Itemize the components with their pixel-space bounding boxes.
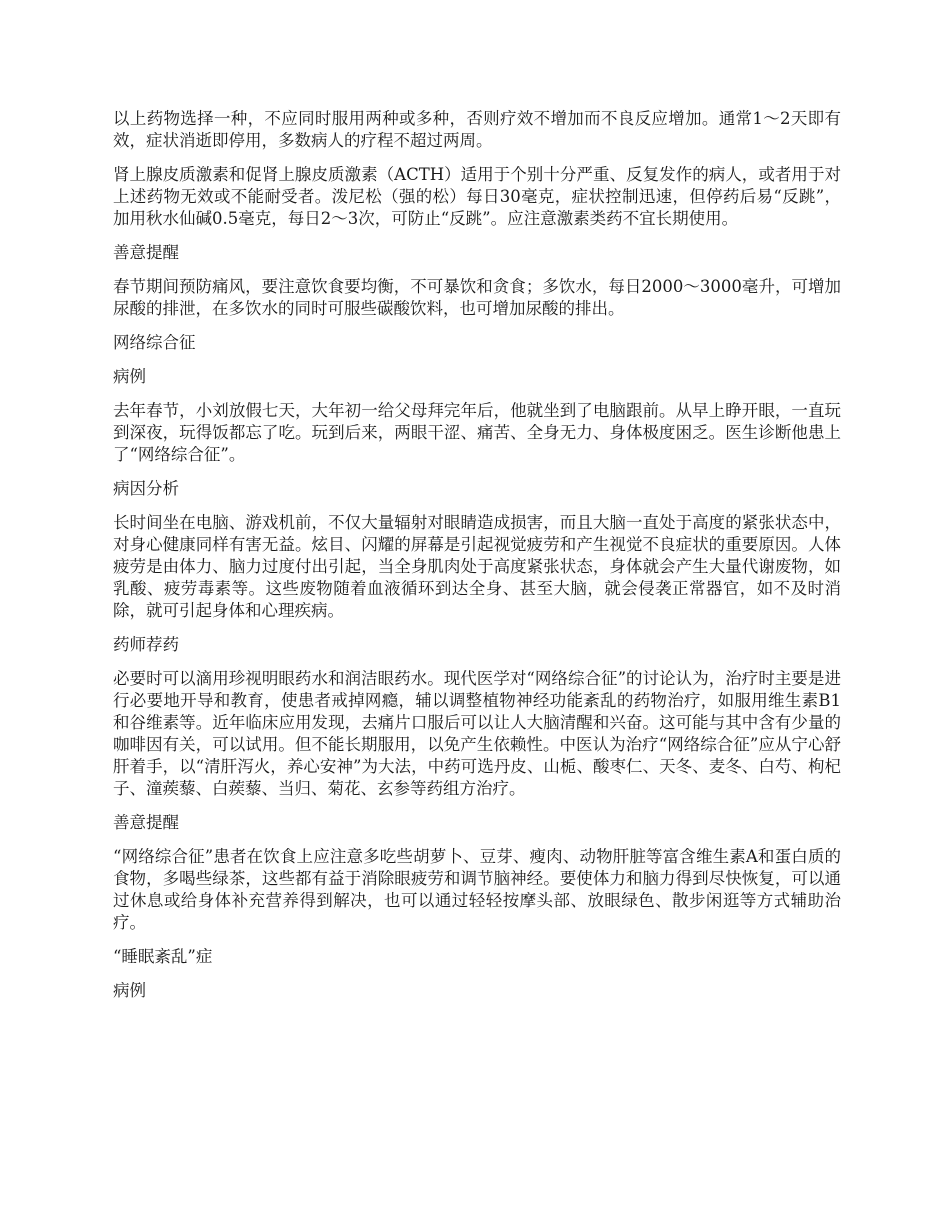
paragraph-drug-choice: 以上药物选择一种，不应同时服用两种或多种，否则疗效不增加而不良反应增加。通常1～2天即有效，症状消逝即停用，多数病人的疗程不超过两周。 xyxy=(113,109,841,150)
heading-internet-syndrome: 网络综合征 xyxy=(113,333,196,352)
heading-case: 病例 xyxy=(113,367,146,386)
paragraph-corticosteroids: 肾上腺皮质激素和促肾上腺皮质激素（ACTH）适用于个别十分严重、反复发作的病人，或者用于对上述药物无效或不能耐受者。泼尼松（强的松）每日30毫克，症状控制迅速，但停药后易“反跳”，加用秋水仙碱0.5毫克，每日2～3次，可防止“反跳”。应注意激素类药不宜长期使用。 xyxy=(113,165,841,228)
heading-pharmacist-recommendation: 药师荐药 xyxy=(113,635,179,654)
heading-cause-analysis: 病因分析 xyxy=(113,479,179,498)
paragraph-cause-analysis: 长时间坐在电脑、游戏机前，不仅大量辐射对眼睛造成损害，而且大脑一直处于高度的紧张状态中，对身心健康同样有害无益。炫目、闪耀的屏幕是引起视觉疲劳和产生视觉不良症状的重要原因。人体疲劳是由体力、脑力过度付出引起，当全身肌肉处于高度紧张状态，身体就会产生大量代谢废物，如乳酸、疲劳毒素等。这些废物随着血液循环到达全身、甚至大脑，就会侵袭正常器官，如不及时消除，就可引起身体和心理疾病。 xyxy=(113,513,841,620)
paragraph-case-story: 去年春节，小刘放假七天，大年初一给父母拜完年后，他就坐到了电脑跟前。从早上睁开眼，一直玩到深夜，玩得饭都忘了吃。玩到后来，两眼干涩、痛苦、全身无力、身体极度困乏。医生诊断他患上了“网络综合征”。 xyxy=(113,401,841,464)
paragraph-diet-advice: “网络综合征”患者在饮食上应注意多吃些胡萝卜、豆芽、瘦肉、动物肝脏等富含维生素A和蛋白质的食物，多喝些绿茶，这些都有益于消除眼疲劳和调节脑神经。要使体力和脑力得到尽快恢复，可以通过休息或给身体补充营养得到解决，也可以通过轻轻按摩头部、放眼绿色、散步闲逛等方式辅助治疗。 xyxy=(113,847,841,932)
paragraph-pharmacist-recommendation: 必要时可以滴用珍视明眼药水和润洁眼药水。现代医学对“网络综合征”的讨论认为，治疗时主要是进行必要地开导和教育，使患者戒掉网瘾，辅以调整植物神经功能紊乱的药物治疗，如服用维生素B1和谷维素等。近年临床应用发现，去痛片口服后可以让人大脑清醒和兴奋。这可能与其中含有少量的咖啡因有关，可以试用。但不能长期服用，以免产生依赖性。中医认为治疗“网络综合征”应从宁心舒肝着手，以“清肝泻火，养心安神”为大法，中药可选丹皮、山栀、酸枣仁、天冬、麦冬、白芍、枸杞子、潼蒺藜、白蒺藜、当归、菊花、玄参等药组方治疗。 xyxy=(113,669,841,798)
heading-sleep-disorder: “睡眠紊乱”症 xyxy=(113,947,213,966)
paragraph-gout-prevention: 春节期间预防痛风，要注意饮食要均衡，不可暴饮和贪食；多饮水，每日2000～3000毫升，可增加尿酸的排泄，在多饮水的同时可服些碳酸饮料，也可增加尿酸的排出。 xyxy=(113,277,841,318)
heading-case-2: 病例 xyxy=(113,981,146,1000)
heading-friendly-reminder-2: 善意提醒 xyxy=(113,813,179,832)
document-page xyxy=(113,108,841,1014)
heading-friendly-reminder: 善意提醒 xyxy=(113,243,179,262)
